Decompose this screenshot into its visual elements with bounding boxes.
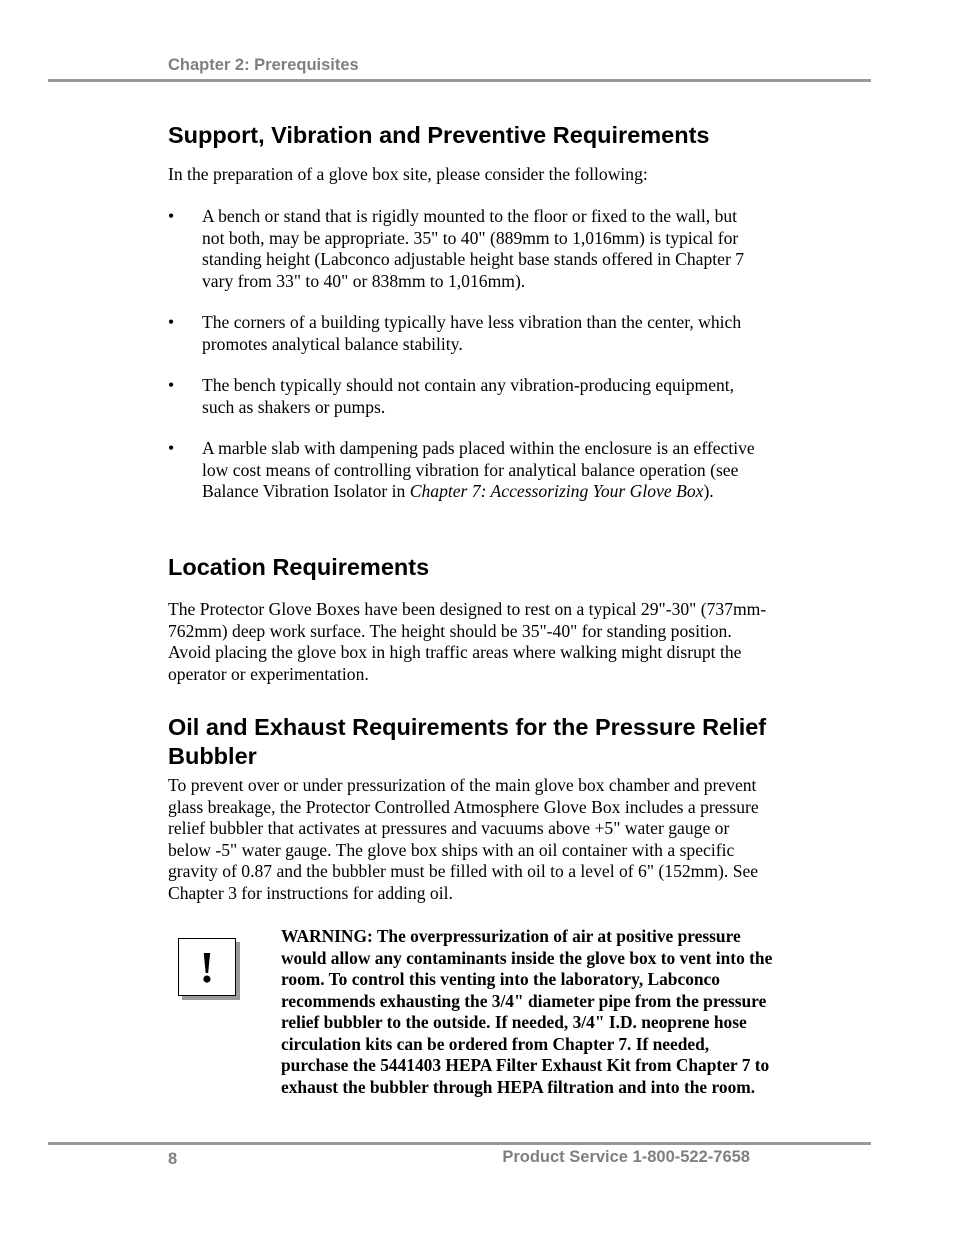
footer-rule xyxy=(48,1142,871,1145)
product-service-phone: Product Service 1-800-522-7658 xyxy=(502,1148,750,1166)
oil-exhaust-paragraph: To prevent over or under pressurization of the main glove box chamber and prevent glass breakage, the Protector Controlled Atmosphere Glove Box includes a pressure relief bubbler that activates at pressures and vacuums above +5" water gauge or below -5" water gauge. The glove box ships with an oil container with a specific gravity of 0.87 and the bubbler must be filled with oil to a level of 6" (152mm). See Chapter 3 for instructions for adding oil. xyxy=(168,775,759,903)
bullet-text-suffix: ). xyxy=(703,481,714,501)
bullet-text-prefix: A marble slab with dampening pads placed within the enclosure is an effective low cost means of controlling vibration for analytical balance operation (see Balance Vibration Isolator in xyxy=(202,438,755,501)
section-title-support: Support, Vibration and Preventive Requirements xyxy=(168,122,710,148)
header-rule xyxy=(48,79,871,82)
running-head: Chapter 2: Prerequisites xyxy=(168,56,359,74)
bullet-item: A bench or stand that is rigidly mounted to the floor or fixed to the wall, but not both, may be appropriate. 35" to 40" (889mm to 1,016mm) is typical for standing height (Labconco adjustable height base stands offered in Chapter 7 vary from 33" to 40" or 838mm to 1,016mm). xyxy=(202,206,744,291)
bullet-marker: • xyxy=(168,312,175,332)
bullet-item: The bench typically should not contain any vibration-producing equipment, such as shakers or pumps. xyxy=(202,375,735,417)
bullet-marker: • xyxy=(168,375,175,395)
warning-text: WARNING: The overpressurization of air at positive pressure would allow any contaminants inside the glove box to vent into the room. To control this venting into the laboratory, Labconco recommends exhausting the 3/4" diameter pipe from the pressure relief bubbler to the outside. If needed, 3/4" I.D. neoprene hose circulation kits can be ordered from Chapter 7. If needed, purchase the 5441403 HEPA Filter Exhaust Kit from Chapter 7 to exhaust the bubbler through HEPA filtration and into the room. xyxy=(281,926,773,1097)
bullet-item: The corners of a building typically have less vibration than the center, which promotes analytical balance stability. xyxy=(202,312,742,354)
bullet-item xyxy=(202,438,762,503)
bullet-marker: • xyxy=(168,438,175,458)
location-paragraph: The Protector Glove Boxes have been designed to rest on a typical 29"-30" (737mm-762mm) deep work surface. The height should be 35"-40" for standing position. Avoid placing the glove box in high traffic areas where walking might disrupt the operator or experimentation. xyxy=(168,599,767,684)
bullet-text-italic: Chapter 7: Accessorizing Your Glove Box xyxy=(409,481,704,501)
warning-icon xyxy=(178,938,236,996)
section-title-location: Location Requirements xyxy=(168,554,430,580)
warning-symbol: ! xyxy=(199,942,215,992)
section-title-oil-exhaust: Oil and Exhaust Requirements for the Pressure Relief Bubbler xyxy=(168,714,767,769)
section-intro: In the preparation of a glove box site, please consider the following: xyxy=(168,164,648,184)
page-number: 8 xyxy=(168,1150,178,1168)
bullet-marker: • xyxy=(168,206,175,226)
